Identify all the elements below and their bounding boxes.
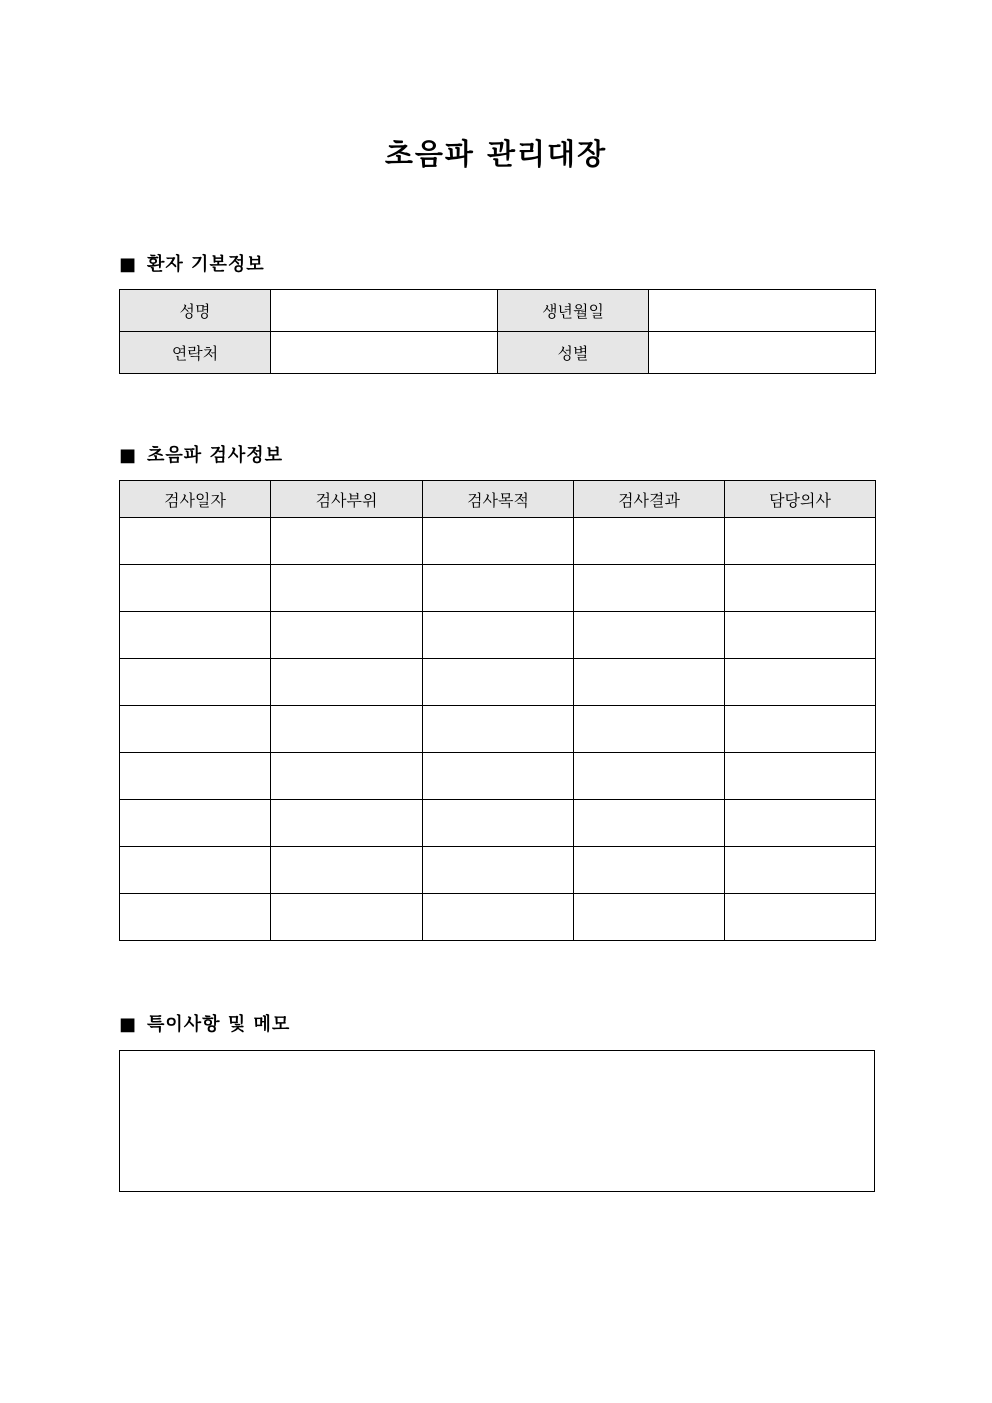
table-row <box>120 706 876 753</box>
doctor-cell[interactable] <box>725 659 876 706</box>
column-header-exam-purpose: 검사목적 <box>423 481 574 518</box>
exam-purpose-cell[interactable] <box>423 847 574 894</box>
table-row <box>120 659 876 706</box>
section-heading-text: 환자 기본정보 <box>147 254 265 275</box>
exam-result-cell[interactable] <box>574 847 725 894</box>
exam-purpose-cell[interactable] <box>423 565 574 612</box>
section-heading-exam <box>119 444 283 468</box>
exam-purpose-cell[interactable] <box>423 659 574 706</box>
exam-date-cell[interactable] <box>120 753 271 800</box>
memo-field[interactable] <box>119 1050 875 1192</box>
exam-purpose-cell[interactable] <box>423 753 574 800</box>
exam-table <box>119 480 876 941</box>
exam-date-cell[interactable] <box>120 706 271 753</box>
doctor-cell[interactable] <box>725 894 876 941</box>
exam-result-cell[interactable] <box>574 565 725 612</box>
square-bullet-icon: ■ <box>119 445 138 466</box>
contact-label: 연락처 <box>120 332 271 374</box>
name-field[interactable] <box>271 290 498 332</box>
exam-result-cell[interactable] <box>574 800 725 847</box>
table-header-row <box>120 481 876 518</box>
exam-date-cell[interactable] <box>120 612 271 659</box>
name-label: 성명 <box>120 290 271 332</box>
exam-date-cell[interactable] <box>120 659 271 706</box>
exam-site-cell[interactable] <box>271 659 423 706</box>
column-header-exam-result: 검사결과 <box>574 481 725 518</box>
table-row <box>120 332 876 374</box>
doctor-cell[interactable] <box>725 847 876 894</box>
doctor-cell[interactable] <box>725 800 876 847</box>
exam-date-cell[interactable] <box>120 894 271 941</box>
square-bullet-icon: ■ <box>119 254 138 275</box>
contact-field[interactable] <box>271 332 498 374</box>
exam-site-cell[interactable] <box>271 565 423 612</box>
square-bullet-icon: ■ <box>119 1014 138 1035</box>
patient-info-table <box>119 289 876 374</box>
table-row <box>120 800 876 847</box>
table-row <box>120 565 876 612</box>
exam-date-cell[interactable] <box>120 565 271 612</box>
exam-date-cell[interactable] <box>120 800 271 847</box>
exam-purpose-cell[interactable] <box>423 894 574 941</box>
table-row <box>120 290 876 332</box>
section-heading-memo <box>119 1013 290 1037</box>
exam-purpose-cell[interactable] <box>423 518 574 565</box>
exam-purpose-cell[interactable] <box>423 800 574 847</box>
exam-purpose-cell[interactable] <box>423 706 574 753</box>
table-row <box>120 894 876 941</box>
doctor-cell[interactable] <box>725 565 876 612</box>
gender-label: 성별 <box>498 332 649 374</box>
section-heading-patient <box>119 253 265 277</box>
exam-result-cell[interactable] <box>574 894 725 941</box>
exam-date-cell[interactable] <box>120 518 271 565</box>
exam-result-cell[interactable] <box>574 612 725 659</box>
birthdate-field[interactable] <box>649 290 876 332</box>
exam-site-cell[interactable] <box>271 518 423 565</box>
table-row <box>120 518 876 565</box>
exam-site-cell[interactable] <box>271 894 423 941</box>
exam-date-cell[interactable] <box>120 847 271 894</box>
gender-field[interactable] <box>649 332 876 374</box>
doctor-cell[interactable] <box>725 753 876 800</box>
exam-result-cell[interactable] <box>574 518 725 565</box>
exam-result-cell[interactable] <box>574 659 725 706</box>
table-row <box>120 612 876 659</box>
exam-purpose-cell[interactable] <box>423 612 574 659</box>
exam-site-cell[interactable] <box>271 612 423 659</box>
column-header-exam-date: 검사일자 <box>120 481 271 518</box>
column-header-doctor: 담당의사 <box>725 481 876 518</box>
column-header-exam-site: 검사부위 <box>271 481 423 518</box>
exam-site-cell[interactable] <box>271 847 423 894</box>
section-heading-text: 특이사항 및 메모 <box>147 1014 291 1035</box>
doctor-cell[interactable] <box>725 612 876 659</box>
exam-result-cell[interactable] <box>574 753 725 800</box>
birthdate-label: 생년월일 <box>498 290 649 332</box>
section-heading-text: 초음파 검사정보 <box>147 445 283 466</box>
exam-site-cell[interactable] <box>271 753 423 800</box>
exam-site-cell[interactable] <box>271 800 423 847</box>
exam-result-cell[interactable] <box>574 706 725 753</box>
table-row <box>120 847 876 894</box>
page-title: 초음파 관리대장 <box>384 137 608 171</box>
doctor-cell[interactable] <box>725 706 876 753</box>
exam-site-cell[interactable] <box>271 706 423 753</box>
table-row <box>120 753 876 800</box>
doctor-cell[interactable] <box>725 518 876 565</box>
